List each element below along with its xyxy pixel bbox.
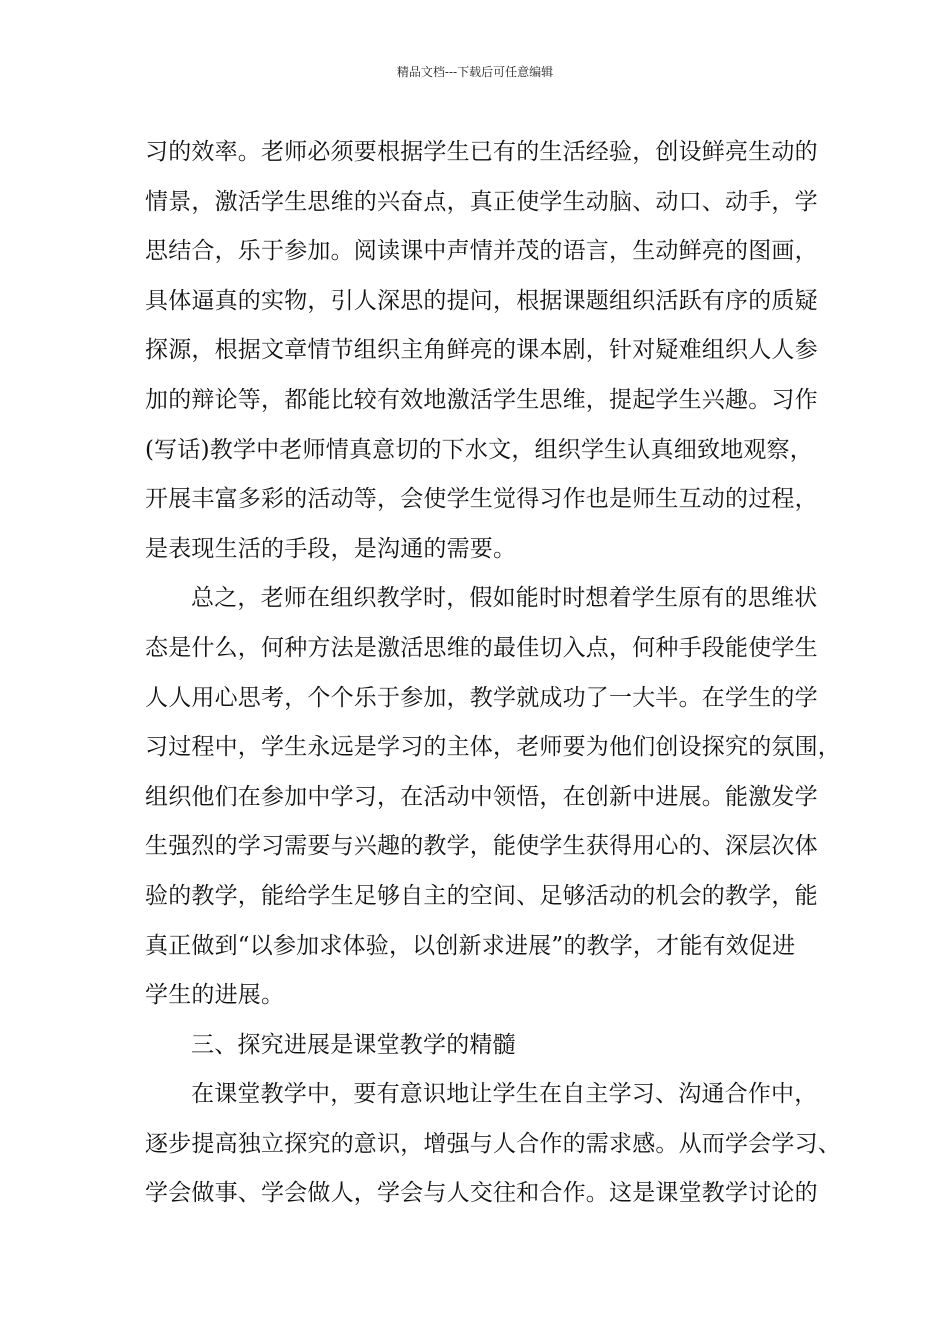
text-line: 真正做到“以参加求体验，以创新求进展”的教学，才能有效促进	[145, 932, 796, 959]
text-line: 开展丰富多彩的活动等，会使学生觉得习作也是师生互动的过程，	[145, 486, 818, 513]
text-line: 加的辩论等，都能比较有效地激活学生思维，提起学生兴趣。习作	[145, 386, 818, 413]
text-line: 态是什么，何种方法是激活思维的最佳切入点，何种手段能使学生	[145, 634, 818, 661]
text-line: 学生的进展。	[145, 982, 285, 1009]
section-heading: 三、探究进展是课堂教学的精髓	[191, 1031, 516, 1058]
text-line: 习的效率。老师必须要根据学生已有的生活经验，创设鲜亮生动的	[145, 139, 818, 165]
paragraph-first-line: 总之，老师在组织教学时，假如能时时想着学生原有的思维状	[191, 585, 818, 612]
text-line: 情景，激活学生思维的兴奋点，真正使学生动脑、动口、动手，学	[145, 188, 818, 215]
page-header: 精品文档---下载后可任意编辑	[396, 65, 554, 79]
text-line: 习过程中，学生永远是学习的主体，老师要为他们创设探究的氛围，	[145, 734, 841, 761]
text-line: 探源，根据文章情节组织主角鲜亮的课本剧，针对疑难组织人人参	[145, 337, 818, 364]
text-line: 人人用心思考，个个乐于参加，教学就成功了一大半。在学生的学	[145, 684, 818, 711]
text-line: 验的教学，能给学生足够自主的空间、足够活动的机会的教学，能	[145, 882, 818, 909]
text-line: 学会做事、学会做人，学会与人交往和合作。这是课堂教学讨论的	[145, 1180, 818, 1207]
text-line: (写话)教学中老师情真意切的下水文，组织学生认真细致地观察，	[145, 436, 813, 463]
text-line: 逐步提高独立探究的意识，增强与人合作的需求感。从而学会学习、	[145, 1130, 841, 1157]
text-line: 思结合，乐于参加。阅读课中声情并茂的语言，生动鲜亮的图画，	[145, 238, 818, 265]
text-line: 具体逼真的实物，引人深思的提问，根据课题组织活跃有序的质疑	[145, 287, 818, 314]
paragraph-first-line: 在课堂教学中，要有意识地让学生在自主学习、沟通合作中，	[191, 1081, 818, 1108]
document-body	[145, 128, 841, 1219]
text-line: 生强烈的学习需要与兴趣的教学，能使学生获得用心的、深层次体	[145, 833, 818, 860]
text-line: 组织他们在参加中学习，在活动中领悟，在创新中进展。能激发学	[145, 783, 818, 810]
text-line: 是表现生活的手段，是沟通的需要。	[145, 535, 517, 562]
